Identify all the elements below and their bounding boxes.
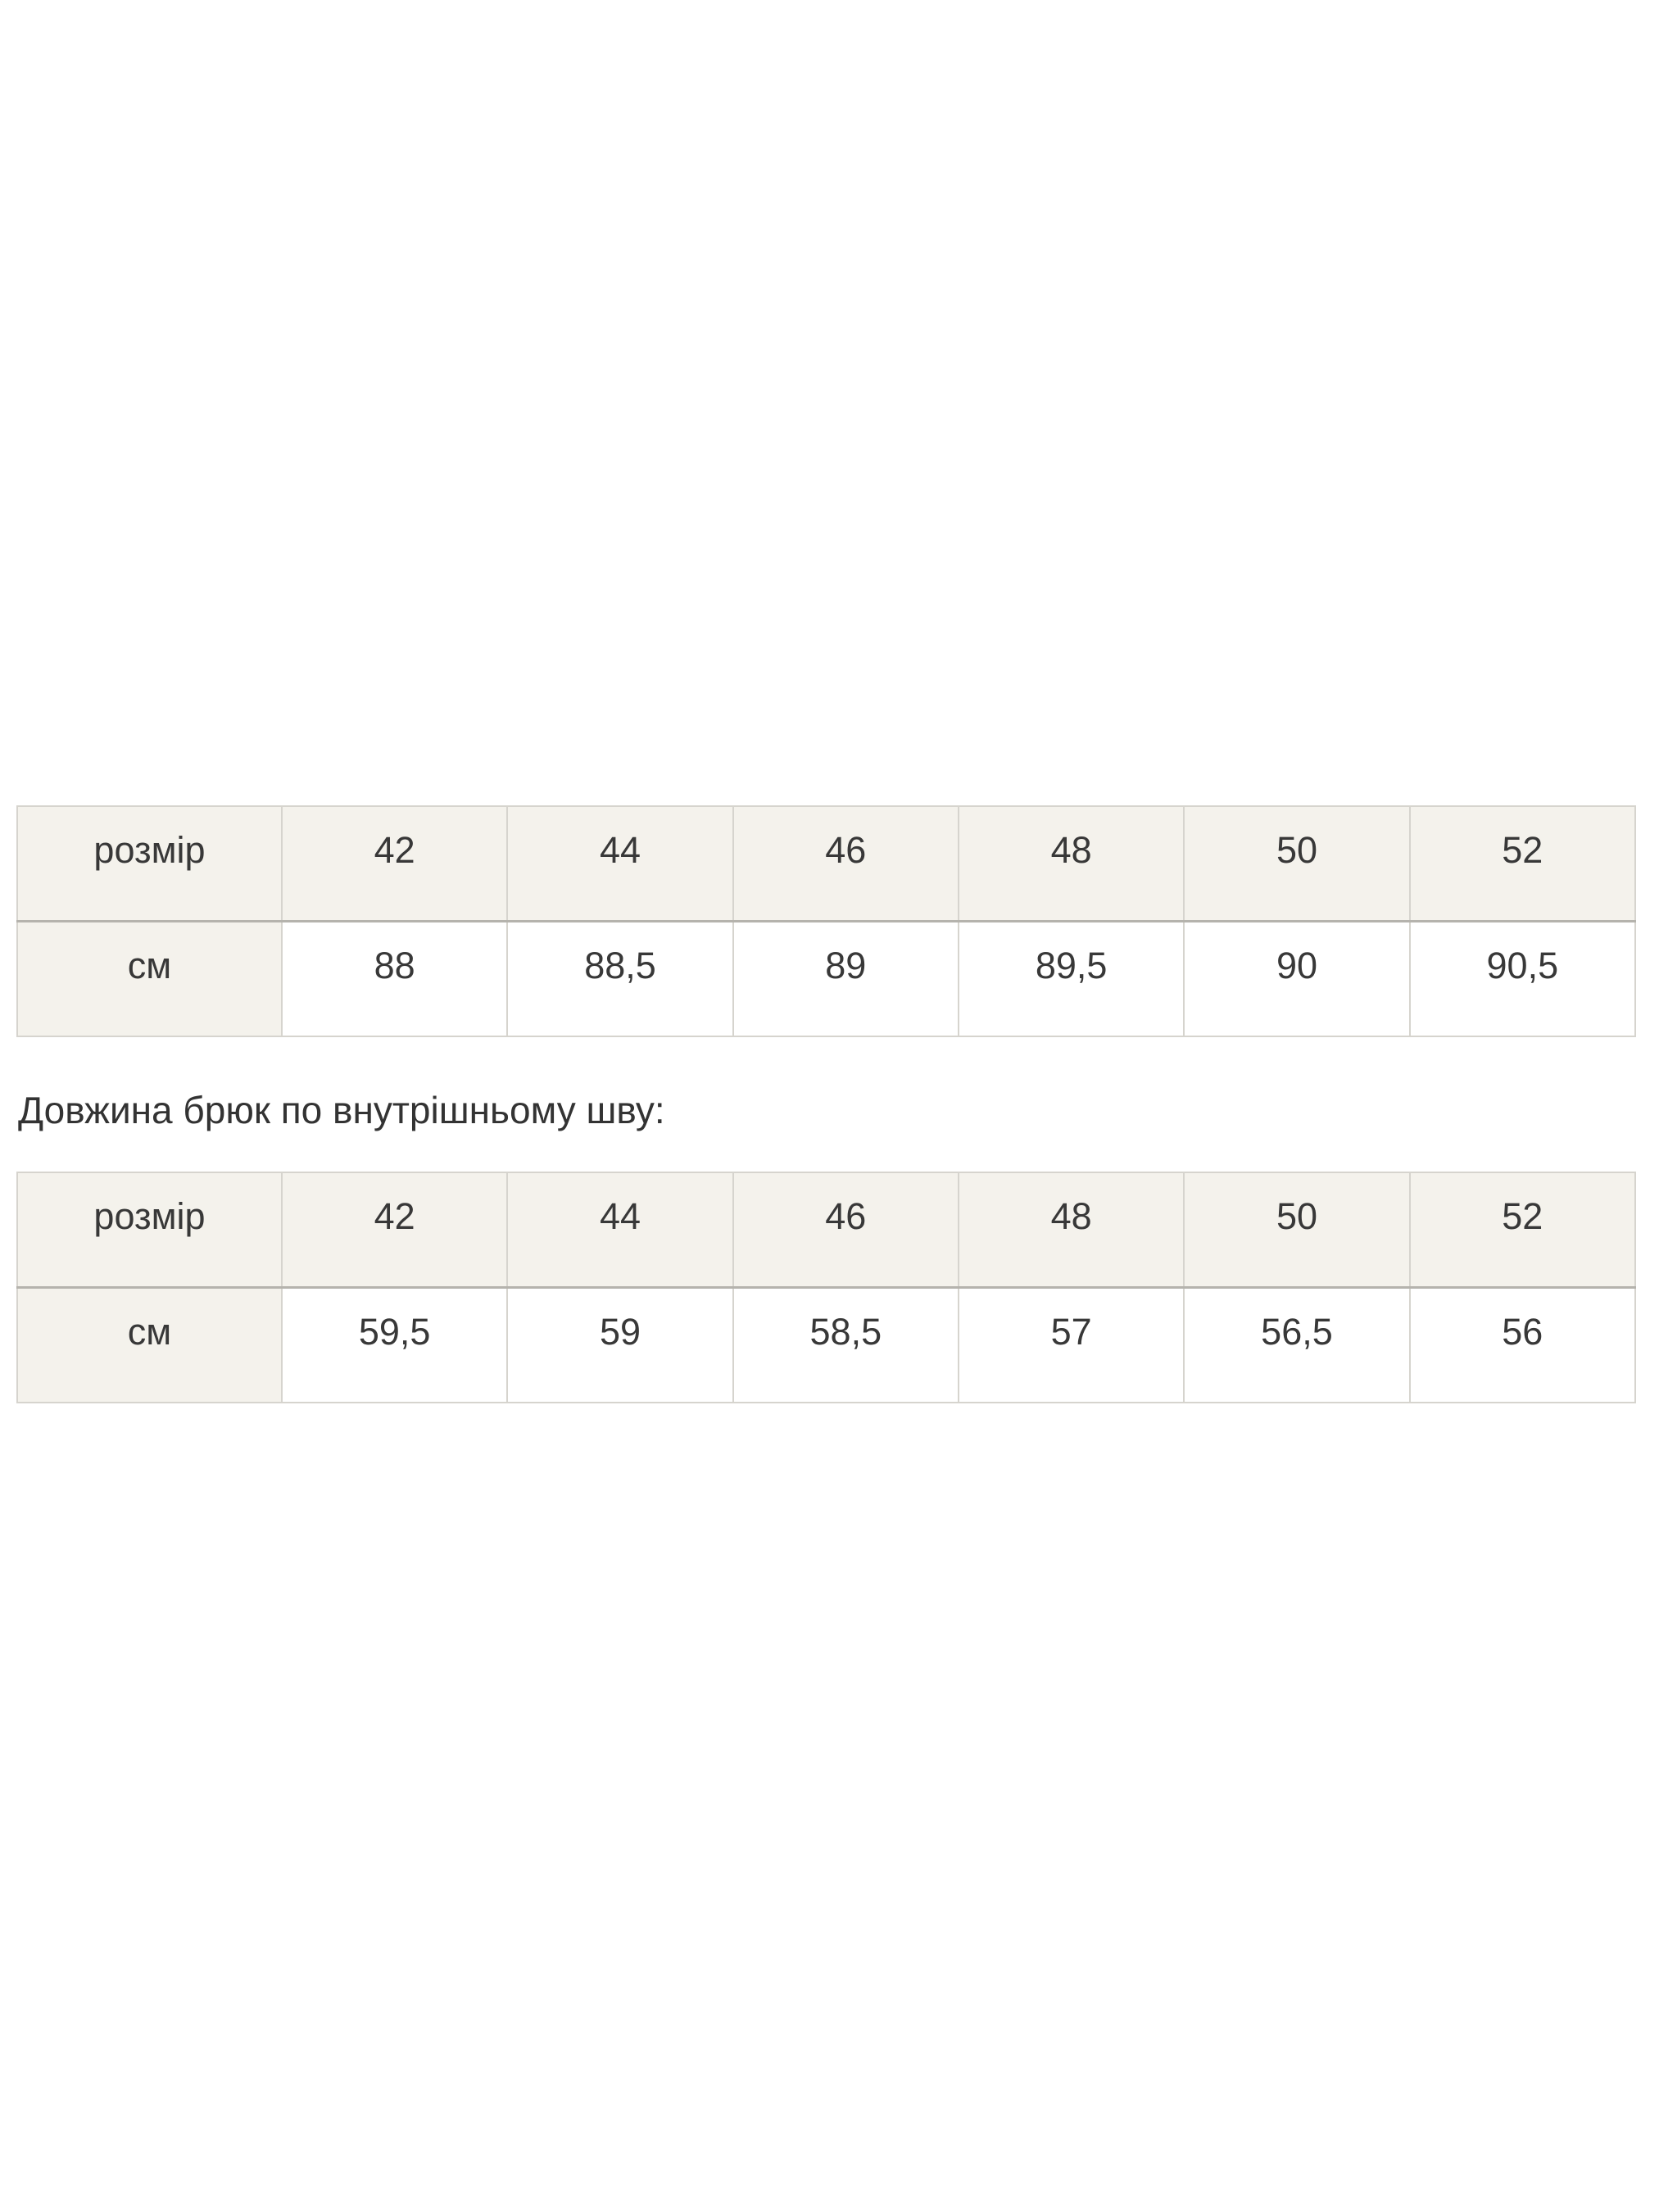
cm-value-cell: 89,5	[959, 921, 1184, 1036]
size-header-cell: 44	[507, 1172, 732, 1287]
cm-value-cell: 59,5	[282, 1287, 507, 1403]
size-header-cell: 48	[959, 1172, 1184, 1287]
cm-value-cell: 90,5	[1410, 921, 1635, 1036]
cm-value-cell: 58,5	[733, 1287, 959, 1403]
size-header-cell: 48	[959, 806, 1184, 921]
size-table-2-header-row	[17, 1172, 1635, 1287]
cm-value-cell: 88,5	[507, 921, 732, 1036]
size-header-cell: 44	[507, 806, 732, 921]
size-header-cell: 46	[733, 1172, 959, 1287]
size-header-cell: 52	[1410, 806, 1635, 921]
cm-value-cell: 89	[733, 921, 959, 1036]
size-header-cell: 52	[1410, 1172, 1635, 1287]
cm-value-cell: 90	[1184, 921, 1409, 1036]
cm-value-cell: 59	[507, 1287, 732, 1403]
size-table-2-data-row	[17, 1287, 1635, 1403]
size-header-cell: 42	[282, 1172, 507, 1287]
size-header-cell: 50	[1184, 1172, 1409, 1287]
inseam-length-heading: Довжина брюк по внутрішньому шву:	[18, 1089, 665, 1131]
size-header-cell: 46	[733, 806, 959, 921]
size-table-2	[16, 1172, 1636, 1403]
cm-value-cell: 56	[1410, 1287, 1635, 1403]
cm-label-cell: см	[17, 1287, 282, 1403]
size-header-cell: 42	[282, 806, 507, 921]
size-label-cell: розмір	[17, 1172, 282, 1287]
size-table-1-header-row	[17, 806, 1635, 921]
size-header-cell: 50	[1184, 806, 1409, 921]
cm-value-cell: 88	[282, 921, 507, 1036]
size-table-1-data-row	[17, 921, 1635, 1036]
size-label-cell: розмір	[17, 806, 282, 921]
cm-label-cell: см	[17, 921, 282, 1036]
size-table-1	[16, 805, 1636, 1037]
cm-value-cell: 56,5	[1184, 1287, 1409, 1403]
cm-value-cell: 57	[959, 1287, 1184, 1403]
